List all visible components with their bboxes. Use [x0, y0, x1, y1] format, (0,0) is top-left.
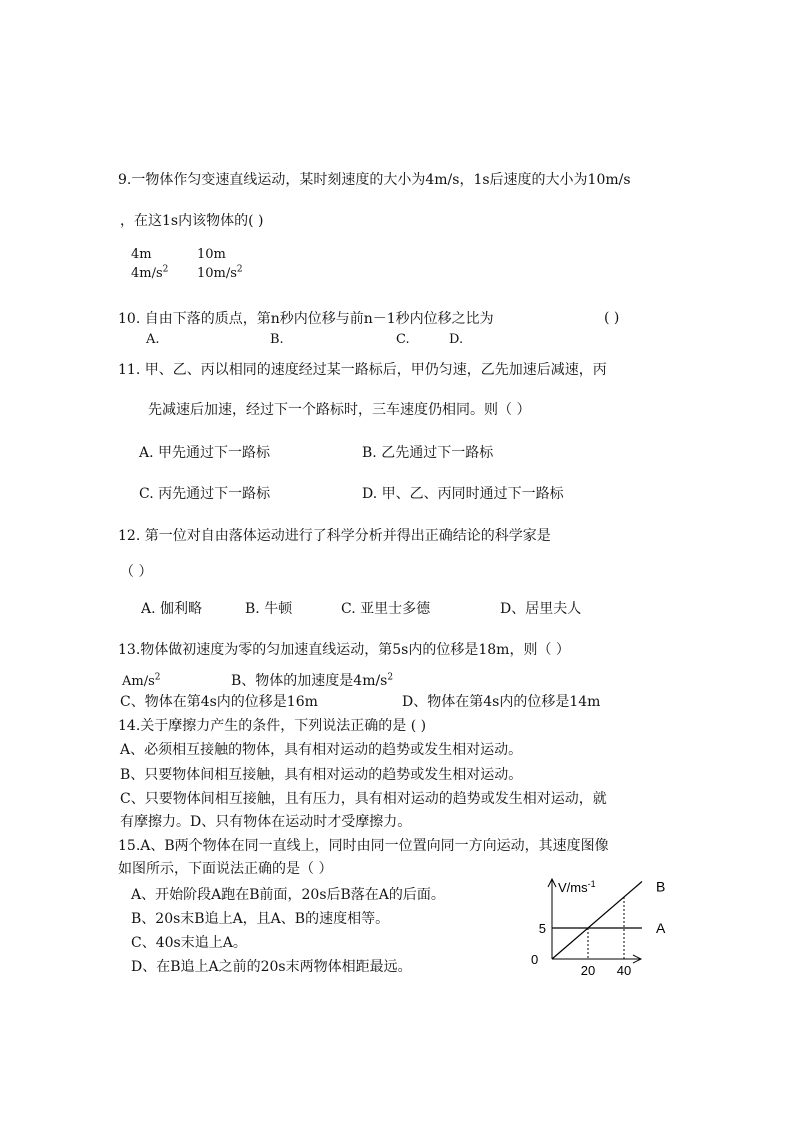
velocity-time-graph [518, 874, 688, 984]
q13-option-b: B、物体的加速度是$4m/s^2$ [231, 672, 394, 689]
q13-option-c: C、物体在第4s内的位移是16m [120, 694, 318, 710]
q10-option-a: A. [146, 332, 160, 347]
q12-option-c: C. 亚里士多德 [341, 601, 431, 617]
q15-option-d: D、在B追上A之前的20s末两物体相距最远。 [131, 959, 412, 975]
q15-stem: 15.A、B两个物体在同一直线上，同时由同一位置向同一方向运动，其速度图像 [118, 838, 609, 854]
q15-option-a: A、开始阶段A跑在B前面，20s后B落在A的后面。 [131, 887, 445, 903]
q12-option-d: D、居里夫人 [500, 601, 582, 617]
q9-option-b: 10m [197, 247, 226, 262]
q9-option-c: $4m/s^2$ [131, 264, 169, 281]
x-tick-label-20: 20 [580, 963, 596, 978]
q11-option-d: D. 甲、乙、丙同时通过下一路标 [362, 486, 564, 502]
q10-option-d: D. [449, 332, 464, 347]
q12-stem: 12. 第一位对自由落体运动进行了科学分析并得出正确结论的科学家是 [118, 528, 551, 544]
q13-option-d: D、物体在第4s内的位移是14m [402, 694, 601, 710]
series-label-b: B [656, 878, 666, 895]
origin-label: 0 [531, 952, 539, 967]
q14-option-b: B、只要物体间相互接触，具有相对运动的趋势或发生相对运动。 [120, 767, 523, 783]
q11-option-b: B. 乙先通过下一路标 [362, 445, 494, 461]
q9-stem-continuation: ，在这1s内该物体的( ) [120, 213, 264, 229]
series-label-a: A [656, 920, 666, 936]
q10-option-b: B. [270, 332, 284, 347]
q10-answer-paren: ( ) [604, 310, 620, 326]
y-tick-label-5: 5 [538, 921, 546, 936]
q15-stem-continuation: 如图所示，下面说法正确的是（ ） [118, 861, 333, 877]
y-axis-label: $V/ms^{-1}$ [558, 879, 596, 895]
q9-option-d: $10m/s^2$ [197, 264, 243, 281]
q13-option-a: $Am/s^2$ [122, 672, 161, 689]
q11-option-c: C. 丙先通过下一路标 [139, 486, 271, 502]
q12-answer-paren: （ ） [120, 564, 153, 580]
q10-stem: 10. 自由下落的质点，第n秒内位移与前n－1秒内位移之比为 [118, 311, 494, 327]
q11-stem-continuation: 先减速后加速，经过下一个路标时，三车速度仍相同。则（ ） [148, 402, 531, 418]
x-tick-label-40: 40 [616, 963, 632, 978]
q11-stem: 11. 甲、乙、丙以相同的速度经过某一路标后，甲仍匀速，乙先加速后减速，丙 [118, 362, 607, 378]
q14-stem: 14.关于摩擦力产生的条件，下列说法正确的是 ( ) [118, 718, 427, 734]
q15-option-b: B、20s末B追上A，且A、B的速度相等。 [131, 911, 390, 927]
q14-option-c-continuation: 有摩擦力。D、只有物体在运动时才受摩擦力。 [120, 814, 412, 830]
q14-option-a: A、必须相互接触的物体，具有相对运动的趋势或发生相对运动。 [120, 742, 523, 758]
q9-option-a: 4m [131, 247, 152, 262]
q13-stem: 13.物体做初速度为零的匀加速直线运动，第5s内的位移是18m，则（ ） [118, 642, 570, 658]
q12-option-b: B. 牛顿 [245, 601, 293, 617]
q14-option-c: C、只要物体间相互接触，且有压力，具有相对运动的趋势或发生相对运动，就 [120, 791, 607, 807]
q10-option-c: C. [396, 332, 410, 347]
q12-option-a: A. 伽利略 [141, 601, 203, 617]
q11-option-a: A. 甲先通过下一路标 [139, 445, 271, 461]
q9-stem: 9.一物体作匀变速直线运动，某时刻速度的大小为4m/s，1s后速度的大小为10m/s [118, 172, 631, 188]
q15-option-c: C、40s末追上A。 [131, 935, 247, 951]
